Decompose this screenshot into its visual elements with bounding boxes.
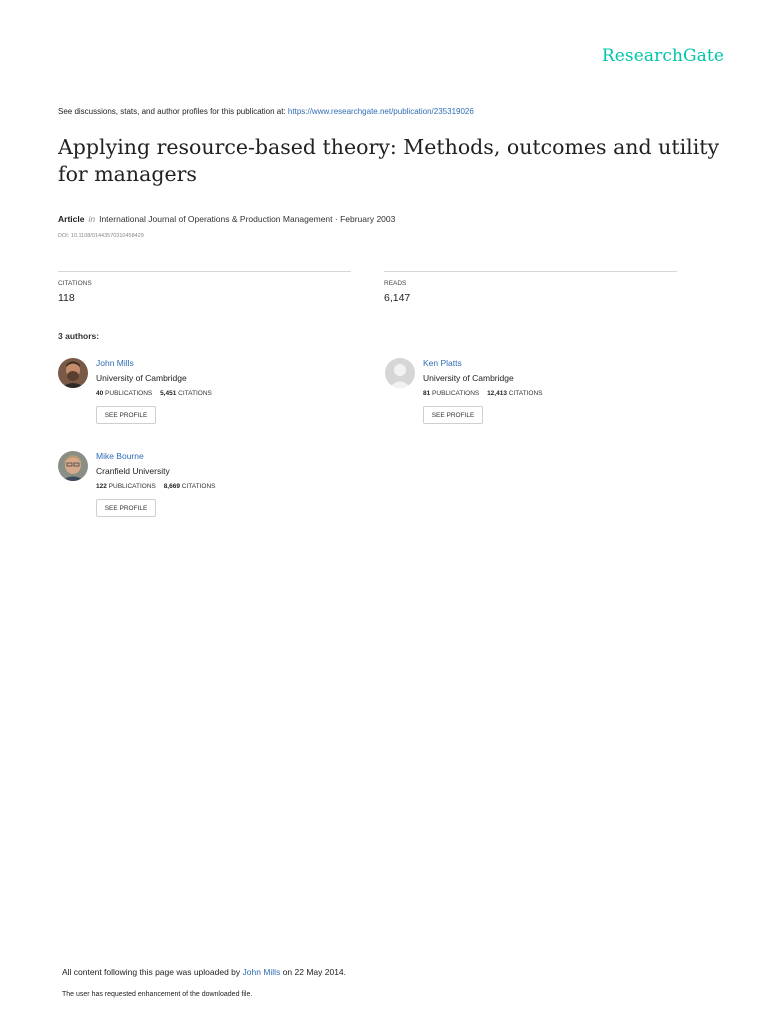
author-stats [96,390,212,397]
publication-venue: International Journal of Operations & Production Management · February 2003 [99,214,396,224]
person-placeholder-icon [385,358,415,388]
author-institution: University of Cambridge [96,373,187,383]
author-photo-image [58,358,88,388]
author-photo-image [58,451,88,481]
author-name-link[interactable]: Mike Bourne [96,451,144,461]
discussion-prefix: See discussions, stats, and author profiles for this publication at: [58,107,286,116]
author-card-john-mills [58,358,358,438]
see-profile-button[interactable]: SEE PROFILE [423,406,483,424]
authors-heading: 3 authors: [58,331,100,341]
publication-in: in [88,214,96,224]
author-citations-label: CITATIONS [178,390,212,397]
author-name-link[interactable]: John Mills [96,358,134,368]
author-card-mike-bourne [58,451,358,531]
author-publications-count: 81 [423,390,431,397]
author-institution: Cranfield University [96,466,170,476]
reads-divider [384,271,677,272]
citations-value: 118 [58,292,75,304]
see-profile-button[interactable]: SEE PROFILE [96,499,156,517]
author-photo[interactable] [58,451,88,481]
author-citations-count: 8,669 [163,483,180,490]
author-name-link[interactable]: Ken Platts [423,358,462,368]
author-publications-count: 40 [96,390,104,397]
upload-note [62,967,346,977]
publication-link[interactable]: https://www.researchgate.net/publication/235319026 [287,107,474,116]
citations-label: CITATIONS [58,280,92,287]
see-profile-button[interactable]: SEE PROFILE [96,406,156,424]
uploader-link[interactable]: John Mills [242,967,281,977]
upload-suffix: on 22 May 2014. [282,967,347,977]
publication-title: Applying resource-based theory: Methods, outcomes and utility for managers [58,135,720,186]
discussion-line [58,107,474,116]
enhancement-note: The user has requested enhancement of the downloaded file. [62,991,253,998]
author-institution: University of Cambridge [423,373,514,383]
researchgate-logo[interactable]: ResearchGate [601,46,724,66]
author-citations-count: 12,413 [487,390,507,397]
publication-doi: DOI: 10.1108/01443570310458429 [58,233,144,239]
citations-divider [58,271,351,272]
publication-meta [58,214,395,224]
author-citations-count: 5,451 [160,390,177,397]
author-publications-count: 122 [96,483,107,490]
author-citations-label: CITATIONS [181,483,216,490]
author-publications-label: PUBLICATIONS [105,390,153,397]
author-publications-label: PUBLICATIONS [432,390,480,397]
publication-type: Article [58,214,85,224]
author-citations-label: CITATIONS [508,390,543,397]
author-publications-label: PUBLICATIONS [108,483,156,490]
author-stats [423,390,542,397]
reads-value: 6,147 [384,292,411,304]
upload-prefix: All content following this page was uploaded by [62,967,241,977]
author-stats [96,483,215,490]
author-photo[interactable] [58,358,88,388]
author-placeholder-avatar-icon[interactable] [385,358,415,388]
reads-label: READS [384,280,407,287]
author-card-ken-platts [385,358,685,438]
